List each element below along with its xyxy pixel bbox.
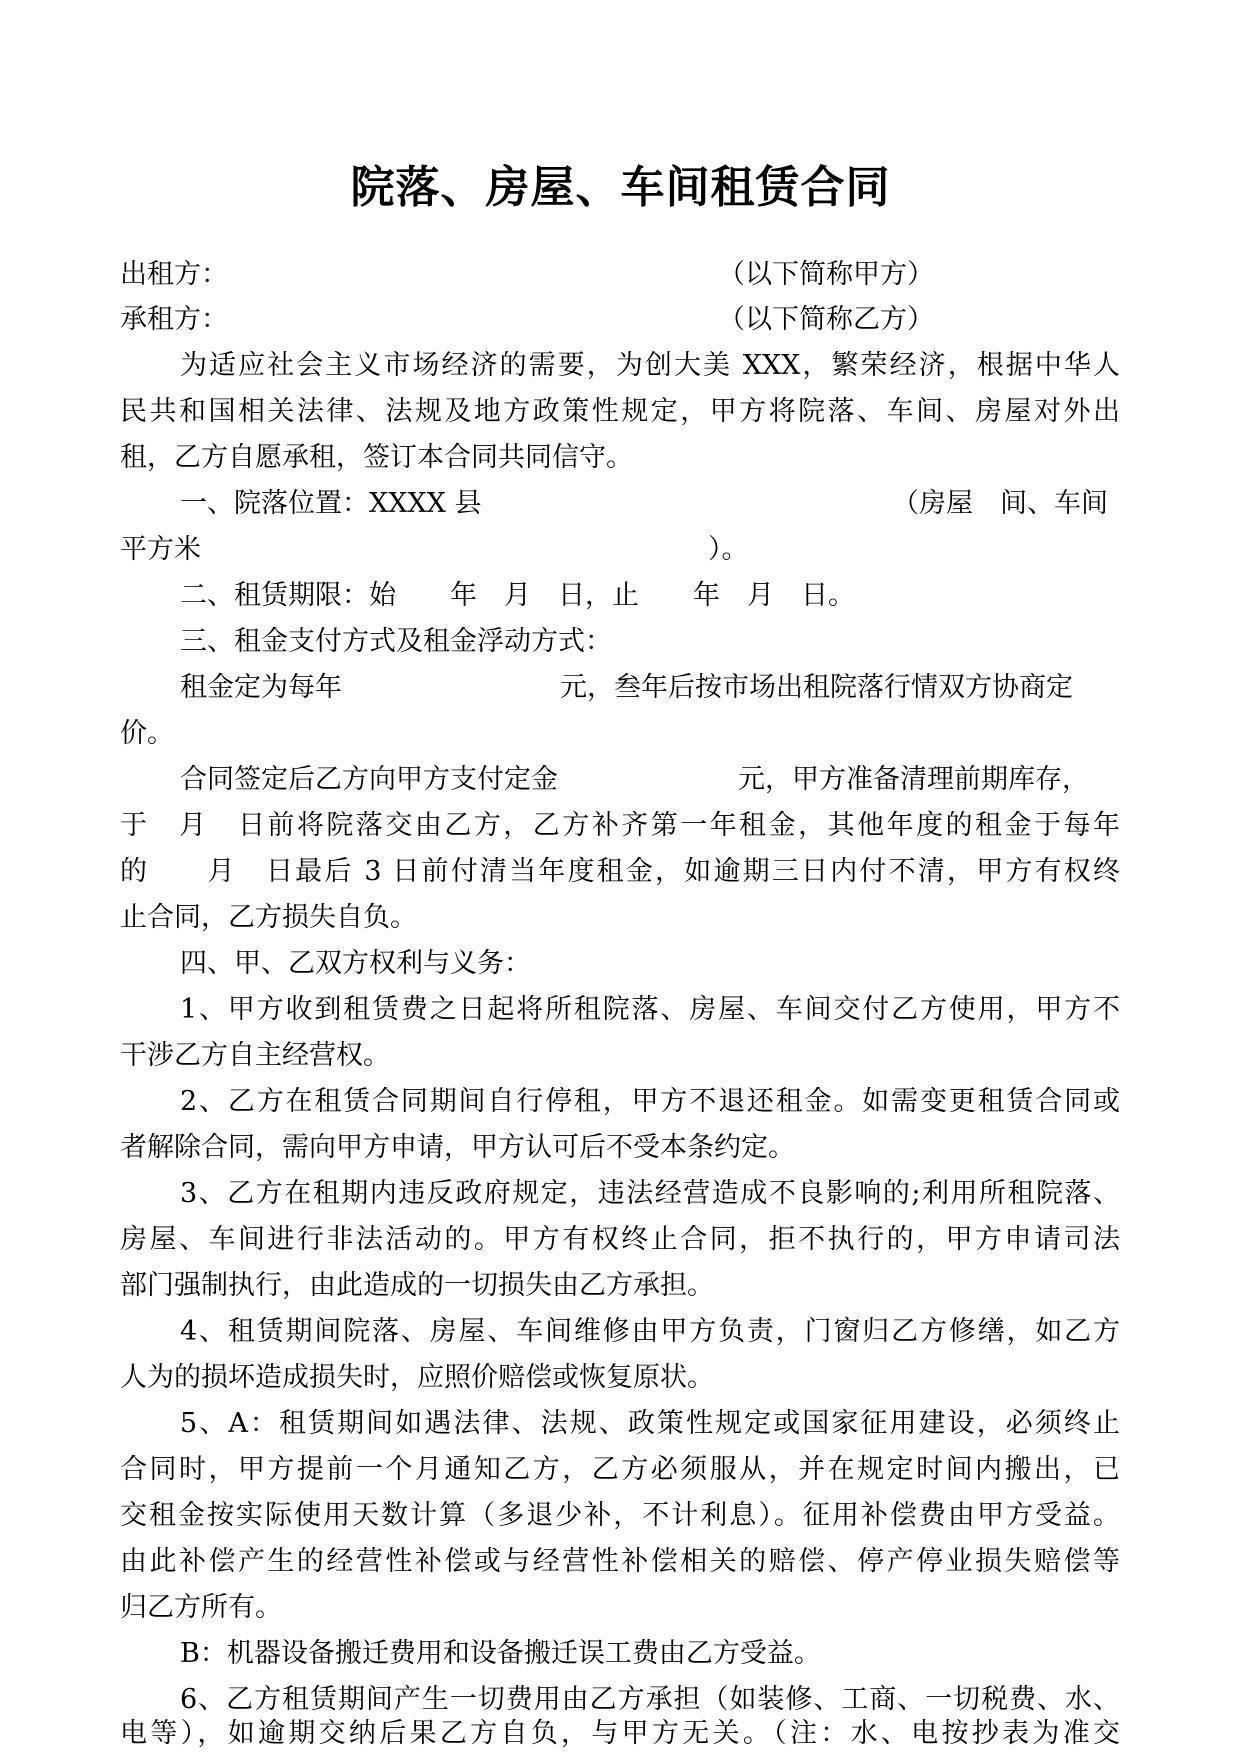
document-title: 院落、房屋、车间租赁合同 (350, 162, 891, 213)
section-1-area: 平方米 (120, 534, 201, 565)
deposit-label: 合同签定后乙方向甲方支付定金 (180, 764, 558, 795)
lessee-note: （以下简称乙方） (718, 304, 934, 335)
clause-1-line: 干涉乙方自主经营权。 (120, 1040, 390, 1071)
rent-terms: 元，叁年后按市场出租院落行情双方协商定 (560, 672, 1073, 703)
rent-terms-end: 价。 (120, 718, 174, 749)
section-3-heading: 三、租金支付方式及租金浮动方式： (180, 626, 612, 657)
intro-line: 租，乙方自愿承租，签订本合同共同信守。 (120, 442, 633, 473)
deposit-terms: 元，甲方准备清理前期库存， (738, 764, 1089, 795)
clause-3-line: 3、乙方在租期内违反政府规定，违法经营造成不良影响的;利用所租院落、 (180, 1178, 1120, 1209)
clause-2-line: 者解除合同，需向甲方申请，甲方认可后不受本条约定。 (120, 1132, 795, 1163)
clause-5-line: 5、A：租赁期间如遇法律、法规、政策性规定或国家征用建设，必须终止 (180, 1408, 1120, 1439)
clause-6-line: 6、乙方租赁期间产生一切费用由乙方承担（如装修、工商、一切税费、水、 (180, 1684, 1120, 1715)
clause-5-line: 交租金按实际使用天数计算（多退少补，不计利息）。征用补偿费由甲方受益。 (120, 1500, 1120, 1531)
clause-5-line: 合同时，甲方提前一个月通知乙方，乙方必须服从，并在规定时间内搬出，已 (120, 1454, 1120, 1485)
section-1-building: （房屋 间、车间 (892, 488, 1108, 519)
deposit-line: 于 月 日前将院落交由乙方，乙方补齐第一年租金，其他年度的租金于每年 (120, 810, 1120, 841)
section-4-heading: 四、甲、乙双方权利与义务： (180, 948, 531, 979)
deposit-line: 的 月 日最后 3 日前付清当年度租金，如逾期三日内付不清，甲方有权终 (120, 856, 1120, 887)
clause-4-line: 人为的损坏造成损失时，应照价赔偿或恢复原状。 (120, 1362, 714, 1393)
clause-4-line: 4、租赁期间院落、房屋、车间维修由甲方负责，门窗归乙方修缮，如乙方 (180, 1316, 1120, 1347)
clause-3-line: 房屋、车间进行非法活动的。甲方有权终止合同，拒不执行的，甲方申请司法 (120, 1224, 1120, 1255)
clause-5-line: 由此补偿产生的经营性补偿或与经营性补偿相关的赔偿、停产停业损失赔偿等 (120, 1546, 1120, 1577)
clause-6-line: 电等），如逾期交纳后果乙方自负，与甲方无关。（注：水、电按抄表为准交 (120, 1718, 1120, 1749)
lessee-label: 承租方： (120, 304, 228, 335)
clause-2-line: 2、乙方在租赁合同期间自行停租，甲方不退还租金。如需变更租赁合同或 (180, 1086, 1120, 1117)
clause-3-line: 部门强制执行，由此造成的一切损失由乙方承担。 (120, 1270, 714, 1301)
intro-line: 民共和国相关法律、法规及地方政策性规定，甲方将院落、车间、房屋对外出 (120, 396, 1120, 427)
section-1-location: 一、院落位置：XXXX 县 (180, 488, 482, 519)
section-1-close: ）。 (708, 534, 749, 565)
clause-1-line: 1、甲方收到租赁费之日起将所租院落、房屋、车间交付乙方使用，甲方不 (180, 994, 1120, 1025)
lessor-note: （以下简称甲方） (718, 259, 934, 290)
clause-5-line: 归乙方所有。 (120, 1592, 282, 1623)
section-2-term: 二、租赁期限：始 年 月 日，止 年 月 日。 (180, 580, 855, 611)
lessor-label: 出租方： (120, 259, 228, 290)
rent-amount-label: 租金定为每年 (180, 672, 342, 703)
intro-line: 为适应社会主义市场经济的需要，为创大美 XXX，繁荣经济，根据中华人 (180, 350, 1120, 381)
clause-5b-line: B：机器设备搬迁费用和设备搬迁误工费由乙方受益。 (180, 1638, 821, 1669)
deposit-line: 止合同，乙方损失自负。 (120, 902, 417, 933)
